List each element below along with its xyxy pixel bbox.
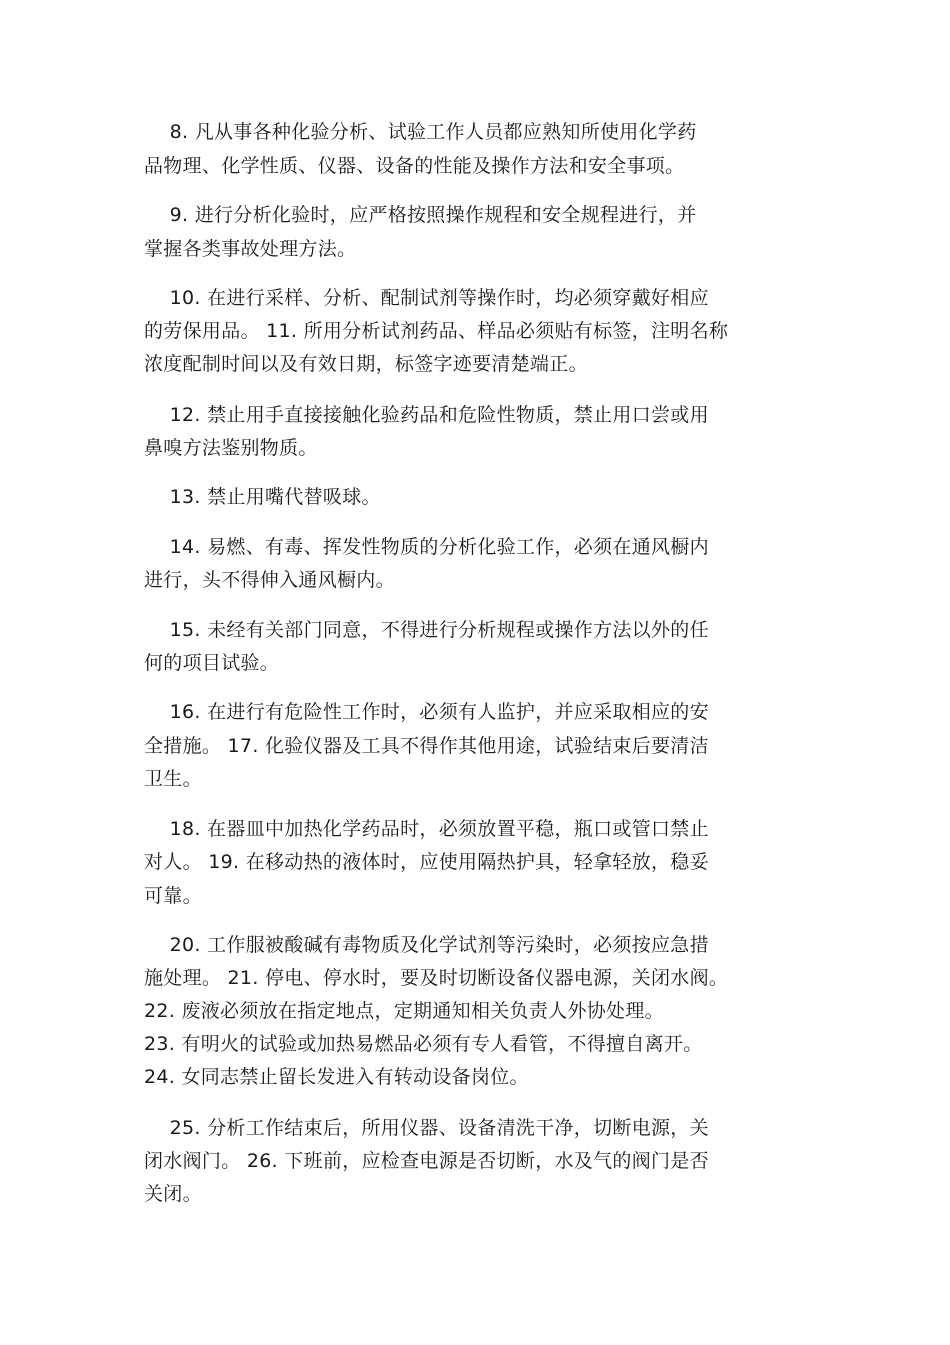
text-line: 22. 废液必须放在指定地点，定期通知相关负责人外协处理。 <box>144 1000 664 1022</box>
text-line: 浓度配制时间以及有效日期，标签字迹要清楚端正。 <box>144 353 588 375</box>
text-line: 品物理、化学性质、仪器、设备的性能及操作方法和安全事项。 <box>144 155 685 177</box>
text-line: 掌握各类事故处理方法。 <box>144 238 357 260</box>
text-line: 12. 禁止用手直接接触化验药品和危险性物质，禁止用口尝或用 <box>144 404 709 426</box>
text-line: 闭水阀门。 26. 下班前，应检查电源是否切断，水及气的阀门是否 <box>144 1150 709 1172</box>
text-line: 8. 凡从事各种化验分析、试验工作人员都应熟知所使用化学药 <box>144 121 697 143</box>
text-line: 全措施。 17. 化验仪器及工具不得作其他用途，试验结束后要清洁 <box>144 735 709 757</box>
text-line: 16. 在进行有危险性工作时，必须有人监护，并应采取相应的安 <box>144 701 709 723</box>
text-line: 24. 女同志禁止留长发进入有转动设备岗位。 <box>144 1066 529 1088</box>
text-line: 可靠。 <box>144 885 202 907</box>
text-line: 13. 禁止用嘴代替吸球。 <box>144 486 381 508</box>
text-line: 15. 未经有关部门同意，不得进行分析规程或操作方法以外的任 <box>144 619 709 641</box>
text-line: 鼻嗅方法鉴别物质。 <box>144 437 318 459</box>
text-line: 关闭。 <box>144 1183 202 1205</box>
text-line: 9. 进行分析化验时，应严格按照操作规程和安全规程进行，并 <box>144 204 697 226</box>
text-line: 20. 工作服被酸碱有毒物质及化学试剂等污染时，必须按应急措 <box>144 934 709 956</box>
text-line: 25. 分析工作结束后，所用仪器、设备清洗干净，切断电源，关 <box>144 1117 709 1139</box>
text-line: 10. 在进行采样、分析、配制试剂等操作时，均必须穿戴好相应 <box>144 287 709 309</box>
text-line: 卫生。 <box>144 768 202 790</box>
text-line: 14. 易燃、有毒、挥发性物质的分析化验工作，必须在通风橱内 <box>144 536 709 558</box>
text-line: 施处理。 21. 停电、停水时，要及时切断设备仪器电源，关闭水阀。 <box>144 967 729 989</box>
text-line: 18. 在器皿中加热化学药品时，必须放置平稳，瓶口或管口禁止 <box>144 818 709 840</box>
text-line: 的劳保用品。 11. 所用分析试剂药品、样品必须贴有标签，注明名称 <box>144 320 729 342</box>
text-line: 进行，头不得伸入通风橱内。 <box>144 569 395 591</box>
text-line: 何的项目试验。 <box>144 652 280 674</box>
text-line: 23. 有明火的试验或加热易燃品必须有专人看管，不得擅自离开。 <box>144 1033 703 1055</box>
text-line: 对人。 19. 在移动热的液体时，应使用隔热护具，轻拿轻放，稳妥 <box>144 851 709 873</box>
